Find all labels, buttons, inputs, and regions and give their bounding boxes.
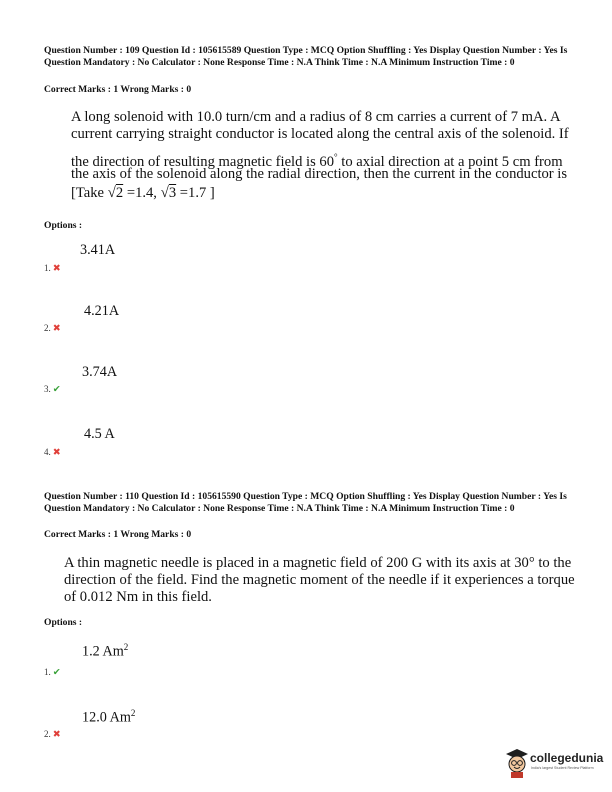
q1-line-2: current carrying straight conductor is located along the central axis of the solenoid. If xyxy=(71,126,569,142)
q2-option-1-number: 1. ✔ xyxy=(44,667,61,678)
q1-option-3-value[interactable]: 3.74A xyxy=(82,364,118,380)
cross-icon: ✖ xyxy=(52,324,61,334)
q1-option-2-number: 2. ✖ xyxy=(44,323,61,334)
cross-icon: ✖ xyxy=(52,730,61,740)
check-icon: ✔ xyxy=(52,668,61,678)
q1-option-4-number: 4. ✖ xyxy=(44,447,61,458)
q1-option-2-value[interactable]: 4.21A xyxy=(84,303,120,319)
graduate-mascot-icon xyxy=(504,746,530,780)
check-icon: ✔ xyxy=(52,385,61,395)
q1-option-1-value[interactable]: 3.41A xyxy=(80,242,116,258)
q2-option-2-number: 2. ✖ xyxy=(44,729,61,740)
q1-line-1: A long solenoid with 10.0 turn/cm and a radius of 8 cm carries a current of 7 mA. A xyxy=(71,109,561,125)
q2-options-label: Options : xyxy=(44,617,83,628)
q1-option-3-number: 3. ✔ xyxy=(44,384,61,395)
q1-line-4: the axis of the solenoid along the radial direction, then the current in the conductor is xyxy=(71,166,568,182)
q2-meta: Question Number : 110 Question Id : 105615590 Question Type : MCQ Option Shuffling : Yes Display Question Number : Yes Is Question Mandatory : No Calculator : None Response Time : N.A Think Time : N.A Minimum Instruction Time : 0 xyxy=(44,491,567,514)
logo-tagline: India's largest Student Review Platform xyxy=(531,766,594,770)
q2-line-3: of 0.012 Nm in this field. xyxy=(64,589,212,605)
cross-icon: ✖ xyxy=(52,264,61,274)
q1-marks: Correct Marks : 1 Wrong Marks : 0 xyxy=(44,84,192,95)
q1-meta: Question Number : 109 Question Id : 105615589 Question Type : MCQ Option Shuffling : Yes Display Question Number : Yes Is Question Mandatory : No Calculator : None Response Time : N.A Think Time : N.A Minimum Instruction Time : 0 xyxy=(44,45,568,68)
cross-icon: ✖ xyxy=(52,448,61,458)
collegedunia-logo[interactable] xyxy=(504,744,606,784)
q2-line-2: direction of the field. Find the magnetic moment of the needle if it experiences a torque xyxy=(64,572,575,588)
q2-line-1: A thin magnetic needle is placed in a magnetic field of 200 G with its axis at 30° to the xyxy=(64,555,572,571)
q2-option-1-value[interactable]: 1.2 Am$^2$ xyxy=(82,642,129,660)
q1-line-5: [Take √2 =1.4, √3 =1.7 ] xyxy=(71,185,215,201)
q1-line-3: the direction of resulting magnetic field is 60° to axial direction at a point 5 cm from xyxy=(71,152,563,170)
q2-marks: Correct Marks : 1 Wrong Marks : 0 xyxy=(44,529,192,540)
q1-options-label: Options : xyxy=(44,220,83,231)
q1-option-4-value[interactable]: 4.5 A xyxy=(84,426,115,442)
q2-option-2-value[interactable]: 12.0 Am$^2$ xyxy=(82,708,136,726)
q1-option-1-number: 1. ✖ xyxy=(44,263,61,274)
logo-name: collegedunia xyxy=(530,751,604,765)
